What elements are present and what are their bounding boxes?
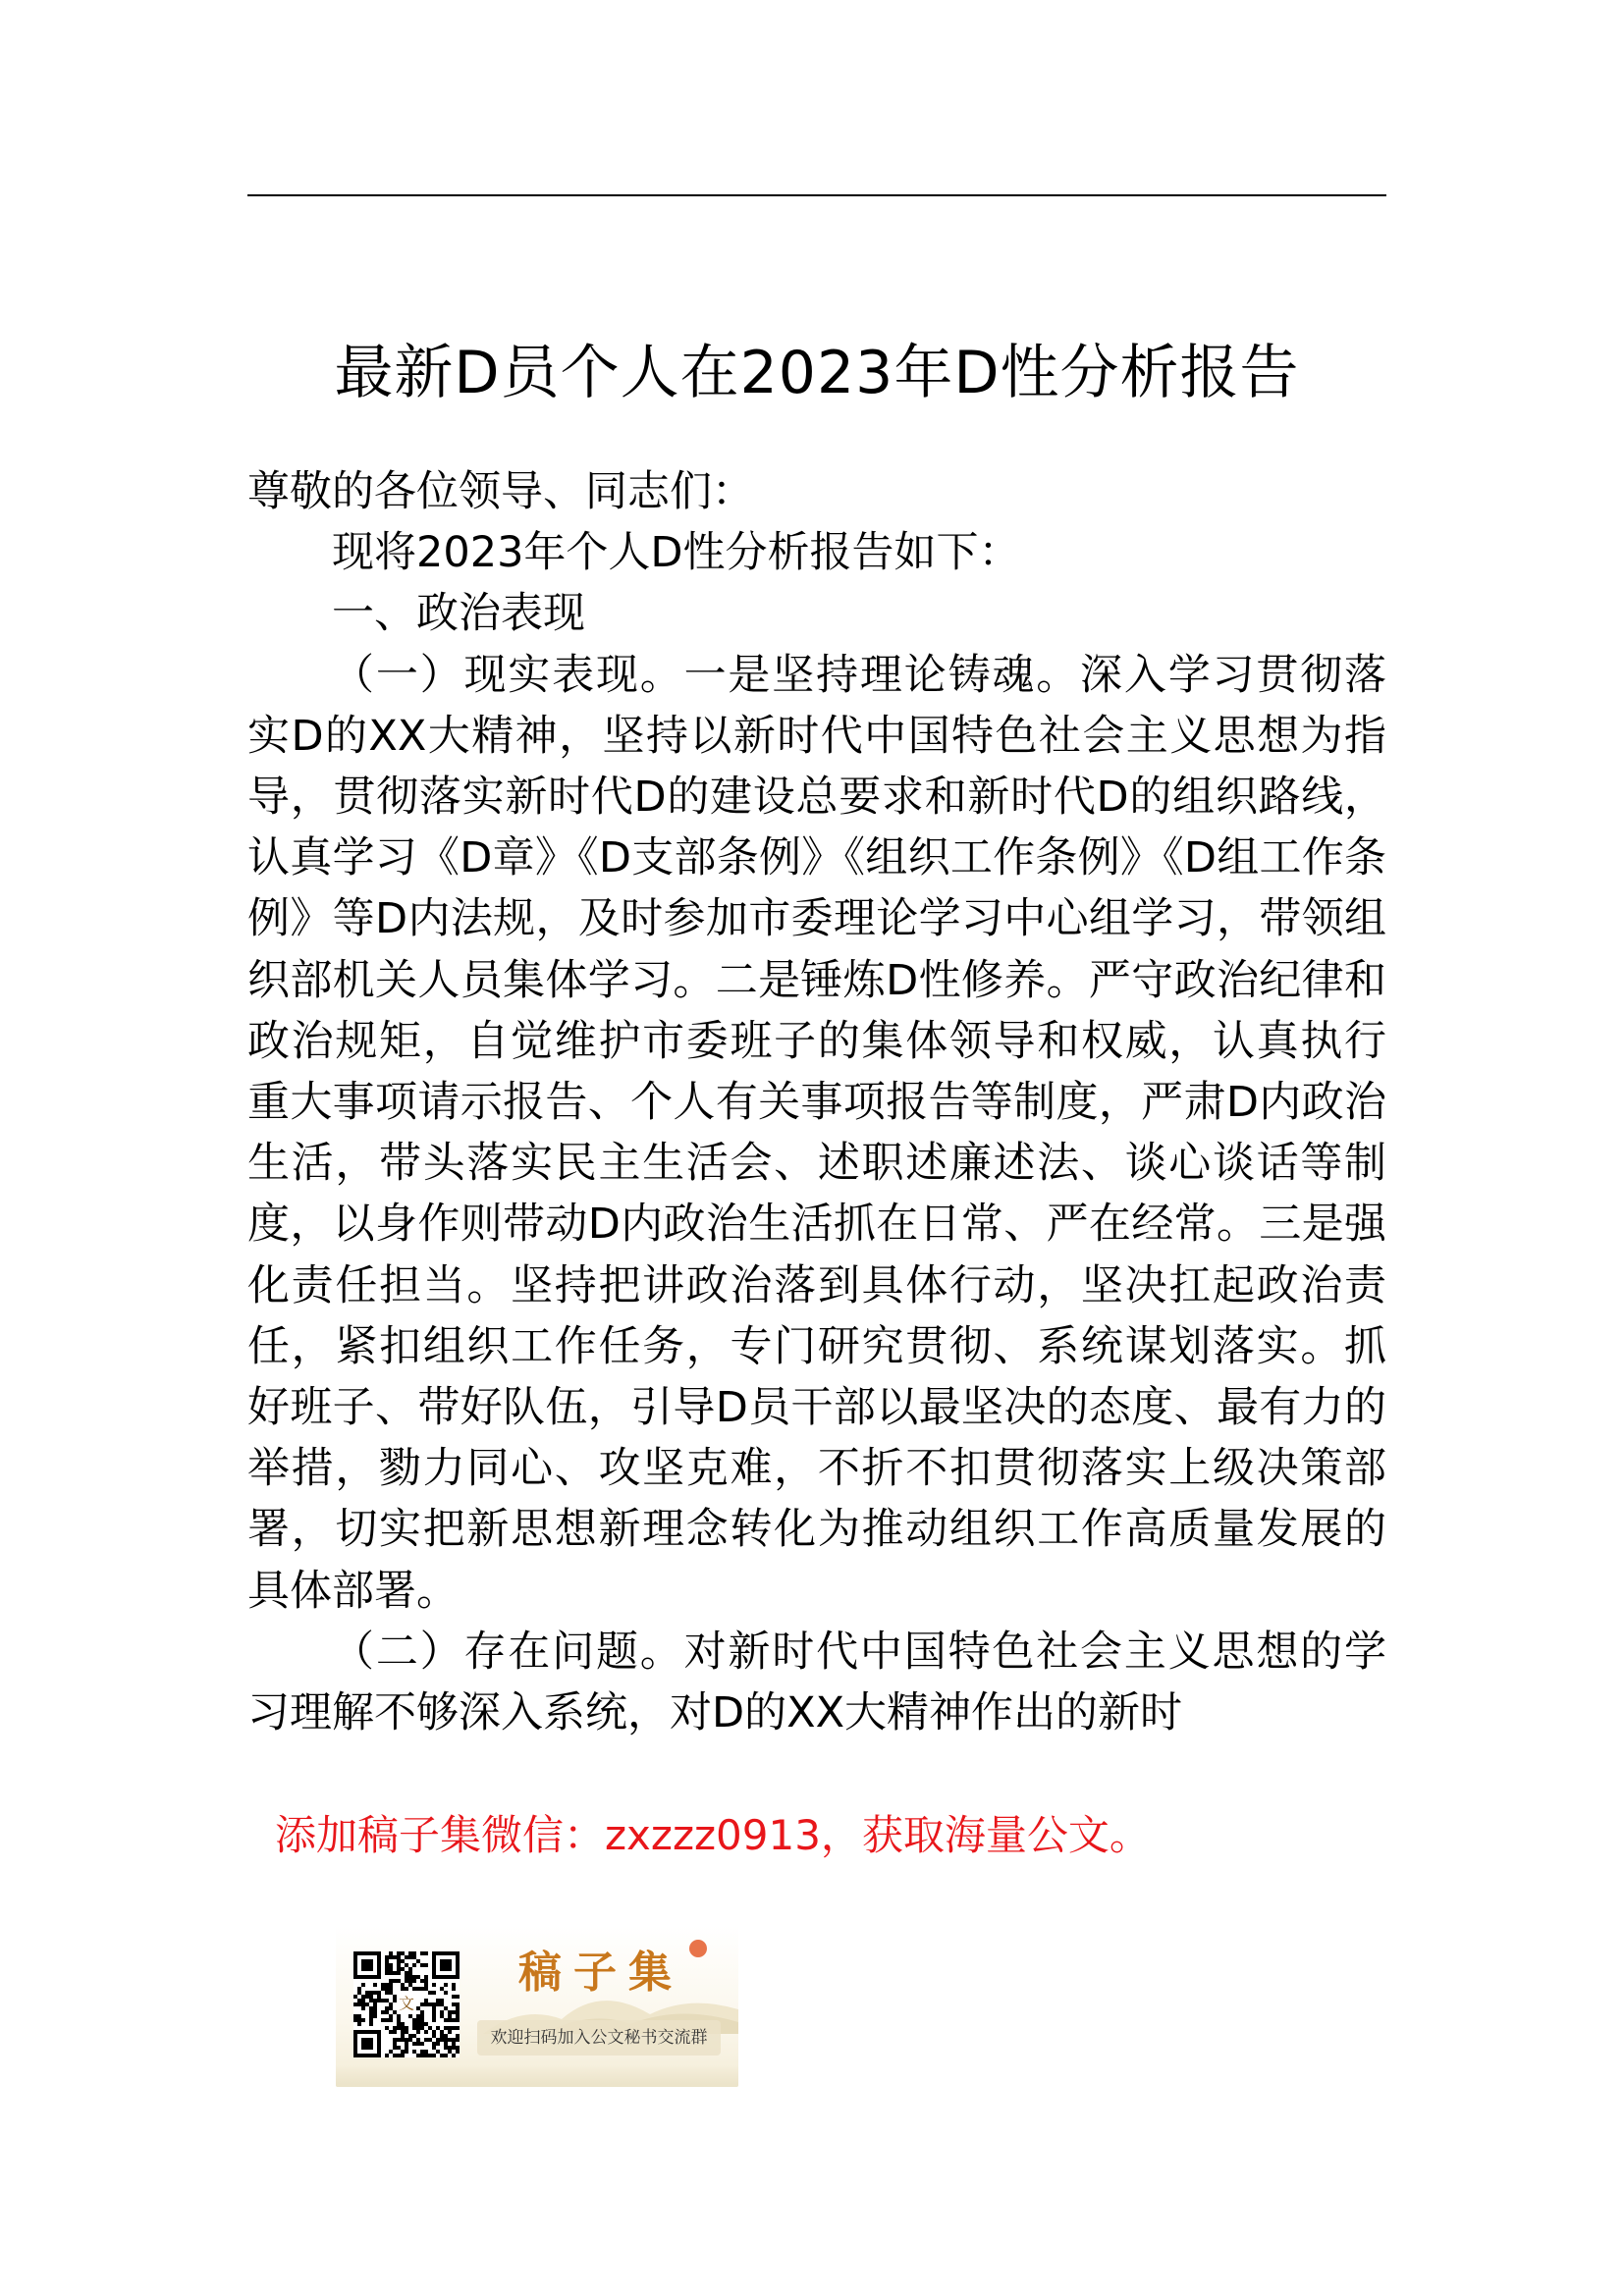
qr-module: [412, 1987, 416, 1991]
qr-module: [361, 2002, 365, 2006]
qr-module: [428, 2026, 432, 2030]
qr-module: [412, 1963, 416, 1967]
qr-module: [432, 2034, 436, 2038]
qr-module: [389, 2002, 393, 2006]
wechat-promo-text: 添加稿子集微信：zxzzz0913，获取海量公文。: [275, 1811, 1151, 1859]
qr-module: [397, 1955, 401, 1959]
qr-module: [405, 2038, 408, 2042]
section-heading: 一、政治表现: [332, 589, 585, 639]
qr-code-icon[interactable]: [353, 1951, 460, 2057]
qr-module: [416, 2014, 420, 2018]
qr-module: [432, 2054, 436, 2057]
qr-module: [424, 1975, 428, 1979]
qr-module: [416, 2022, 420, 2026]
qr-module: [373, 2010, 377, 2014]
qr-module: [436, 1999, 440, 2002]
qr-module: [393, 2042, 397, 2046]
qr-module: [381, 2010, 385, 2014]
qr-module: [405, 2030, 408, 2034]
intro-paragraph: 现将2023年个人D性分析报告如下：: [332, 528, 1021, 578]
qr-module: [420, 1979, 424, 1983]
qr-module: [420, 2010, 424, 2014]
qr-module: [389, 1967, 393, 1971]
banner-caption: 欢迎扫码加入公文秘书交流群: [477, 2020, 721, 2056]
qr-module: [381, 1987, 385, 1991]
qr-module: [393, 2038, 397, 2042]
qr-module: [416, 2006, 420, 2010]
qr-module: [397, 2038, 401, 2042]
qr-module: [416, 2026, 420, 2030]
qr-module: [444, 2026, 448, 2030]
qr-module: [456, 2050, 460, 2054]
qr-module: [440, 2054, 444, 2057]
qr-module: [389, 1987, 393, 1991]
qr-module: [452, 2042, 456, 2046]
qr-module: [440, 2034, 444, 2038]
qr-module: [424, 2054, 428, 2057]
qr-module: [408, 2038, 412, 2042]
qr-module: [361, 2006, 365, 2010]
qr-module: [353, 2018, 357, 2022]
qr-module: [385, 1971, 389, 1975]
qr-module: [444, 2006, 448, 2010]
qr-module: [416, 2054, 420, 2057]
salutation: 尊敬的各位领导、同志们：: [247, 467, 754, 516]
qr-module: [381, 1999, 385, 2002]
qr-code-graphic: [353, 1951, 460, 2057]
qr-module: [401, 2054, 405, 2057]
qr-module: [357, 2014, 361, 2018]
qr-module: [420, 2022, 424, 2026]
qr-module: [416, 1959, 420, 1963]
qr-module: [393, 2010, 397, 2014]
qr-module: [353, 2014, 357, 2018]
qr-module: [408, 2014, 412, 2018]
qr-module: [412, 1951, 416, 1955]
qr-module: [373, 2002, 377, 2006]
qr-module: [385, 2010, 389, 2014]
qr-module: [432, 1983, 436, 1987]
qr-module: [408, 1983, 412, 1987]
qr-module: [412, 1979, 416, 1983]
qr-module: [428, 2038, 432, 2042]
qr-module: [393, 2030, 397, 2034]
body-paragraph: （一）现实表现。一是坚持理论铸魂。深入学习贯彻落实D的XX大精神，坚持以新时代中国特色社会主义思想为指导，贯彻落实新时代D的建设总要求和新时代D的组织路线，认真学习《D章》《D支部条例》《组织工作条例》《D组工作条例》等D内法规，及时参加市委理论学习中心组学习，带领组织部机关人员集体学习。二是锤炼D性修养。严守政治纪律和政治规矩，自觉维护市委班子的集体领导和权威，认真执行重大事项请示报告、个人有关事项报告等制度，严肃D内政治生活，带头落实民主生活会、述职述廉述法、谈心谈话等制度，以身作则带动D内政治生活抓在日常、严在经常。三是强化责任担当。坚持把讲政治落到具体行动，坚决扛起政治责任，紧扣组织工作任务，专门研究贯彻、系统谋划落实。抓好班子、带好队伍，引导D员干部以最坚决的态度、最有力的举措，勠力同心、攻坚克难，不折不扣贯彻落实上级决策部署，切实把新思想新理念转化为推动组织工作高质量发展的具体部署。: [247, 650, 1386, 1616]
qr-module: [405, 1971, 408, 1975]
qr-module: [353, 2002, 357, 2006]
qr-module: [408, 1971, 412, 1975]
qr-module: [401, 1987, 405, 1991]
qr-module: [432, 2046, 436, 2050]
qr-module: [361, 1959, 373, 1971]
qr-module: [401, 2034, 405, 2038]
qr-module: [401, 1983, 405, 1987]
qr-module: [452, 2026, 456, 2030]
qr-module: [416, 2042, 420, 2046]
qr-module: [432, 2042, 436, 2046]
qr-module: [420, 1963, 424, 1967]
qr-module: [436, 2002, 440, 2006]
qr-module: [412, 1955, 416, 1959]
qr-module: [357, 2018, 361, 2022]
qr-module: [397, 2046, 401, 2050]
qr-module: [397, 1959, 401, 1963]
qr-module: [373, 1983, 377, 1987]
qr-module: [412, 2022, 416, 2026]
qr-module: [408, 1979, 412, 1983]
qr-module: [369, 2022, 373, 2026]
qr-module: [448, 2018, 452, 2022]
qr-module: [412, 2034, 416, 2038]
qr-module: [389, 2050, 393, 2054]
qr-module: [448, 2030, 452, 2034]
qr-module: [369, 2010, 373, 2014]
qr-module: [369, 1991, 373, 1995]
qr-module: [389, 1963, 393, 1967]
qr-module: [432, 2030, 436, 2034]
qr-module: [440, 2002, 444, 2006]
qr-module: [420, 2042, 424, 2046]
qr-module: [369, 2014, 373, 2018]
qr-module: [393, 2054, 397, 2057]
qr-module: [412, 2042, 416, 2046]
qr-module: [397, 2018, 401, 2022]
qr-module: [436, 2038, 440, 2042]
qr-module: [373, 2006, 377, 2010]
qr-module: [385, 1999, 389, 2002]
qr-module: [436, 2042, 440, 2046]
qr-module: [416, 1987, 420, 1991]
qr-module: [424, 1987, 428, 1991]
qr-module: [373, 1991, 377, 1995]
banner-footer-decoration: [336, 2065, 738, 2087]
qr-module: [357, 1987, 361, 1991]
qr-module: [420, 1951, 424, 1955]
qr-module: [456, 2046, 460, 2050]
qr-module: [456, 2010, 460, 2014]
qr-module: [456, 2014, 460, 2018]
header-rule: [247, 194, 1386, 196]
qr-module: [432, 2010, 436, 2014]
qr-module: [444, 1983, 448, 1987]
qr-module: [448, 2026, 452, 2030]
qr-module: [365, 1995, 369, 1999]
qr-module: [440, 2014, 444, 2018]
qr-module: [428, 2002, 432, 2006]
qr-module: [424, 2022, 428, 2026]
qr-module: [408, 1967, 412, 1971]
qr-module: [373, 1999, 377, 2002]
qr-module: [401, 1959, 405, 1963]
qr-module: [397, 2022, 401, 2026]
qr-module: [397, 1979, 401, 1983]
qr-module: [420, 2002, 424, 2006]
qr-module: [397, 1967, 401, 1971]
sun-decoration-icon: [689, 1940, 707, 1957]
qr-module: [393, 1979, 397, 1983]
qr-module: [444, 1991, 448, 1995]
qr-module: [440, 1999, 444, 2002]
qr-module: [397, 1971, 401, 1975]
qr-module: [389, 1971, 393, 1975]
qr-module: [365, 1991, 369, 1995]
qr-module: [397, 1951, 401, 1955]
qr-module: [452, 2038, 456, 2042]
qr-module: [440, 1987, 444, 1991]
qr-module: [405, 2050, 408, 2054]
qr-module: [408, 1975, 412, 1979]
qr-module: [361, 1999, 365, 2002]
qr-module: [385, 2018, 389, 2022]
qr-module: [456, 2034, 460, 2038]
qr-module: [401, 1967, 405, 1971]
qr-module: [456, 2026, 460, 2030]
qr-module: [385, 1991, 389, 1995]
qr-module: [452, 2002, 456, 2006]
qr-module: [385, 2026, 389, 2030]
qr-module: [452, 2010, 456, 2014]
qr-module: [412, 2026, 416, 2030]
qr-module: [401, 2026, 405, 2030]
qr-module: [397, 2054, 401, 2057]
qr-module: [424, 1951, 428, 1955]
qr-module: [389, 1983, 393, 1987]
qr-module: [432, 2018, 436, 2022]
qr-module: [381, 1983, 385, 1987]
qr-module: [432, 1991, 436, 1995]
qr-module: [381, 2018, 385, 2022]
qr-module: [444, 2034, 448, 2038]
qr-module: [405, 2026, 408, 2030]
qr-module: [420, 2054, 424, 2057]
qr-module: [440, 2010, 444, 2014]
qr-module: [369, 1995, 373, 1999]
qr-module: [405, 2046, 408, 2050]
qr-module: [444, 2042, 448, 2046]
document-body: [247, 461, 1386, 1743]
qr-module: [440, 2038, 444, 2042]
qr-module: [444, 2046, 448, 2050]
qr-module: [401, 2030, 405, 2034]
qr-module: [420, 2014, 424, 2018]
qr-module: [424, 1983, 428, 1987]
qr-module: [357, 1999, 361, 2002]
qr-module: [373, 2014, 377, 2018]
qr-module: [361, 1995, 365, 1999]
qr-module: [385, 2054, 389, 2057]
qr-module: [452, 2054, 456, 2057]
qr-module: [405, 1979, 408, 1983]
qr-module: [361, 1983, 365, 1987]
qr-module: [389, 1951, 393, 1955]
qr-module: [428, 1991, 432, 1995]
qr-module: [393, 1971, 397, 1975]
qr-module: [365, 2002, 369, 2006]
qr-module: [444, 2018, 448, 2022]
qr-module: [452, 2046, 456, 2050]
qr-module: [369, 2006, 373, 2010]
qr-module: [452, 2018, 456, 2022]
qr-module: [456, 2018, 460, 2022]
qr-module: [353, 1995, 357, 1999]
qr-module: [412, 2050, 416, 2054]
qr-module: [401, 2038, 405, 2042]
qr-module: [448, 2038, 452, 2042]
qr-module: [440, 2030, 444, 2034]
qr-module: [393, 1955, 397, 1959]
qr-module: [385, 1967, 389, 1971]
qr-module: [357, 1991, 361, 1995]
qr-module: [456, 2002, 460, 2006]
qr-module: [420, 2018, 424, 2022]
qr-module: [377, 1995, 381, 1999]
qr-module: [420, 2050, 424, 2054]
qr-module: [416, 2018, 420, 2022]
qr-module: [408, 1955, 412, 1959]
qr-module: [452, 1987, 456, 1991]
qr-module: [393, 1995, 397, 1999]
qr-module: [377, 1991, 381, 1995]
qr-module: [389, 1955, 393, 1959]
qr-module: [401, 1951, 405, 1955]
qr-module: [412, 2018, 416, 2022]
qr-module: [456, 2006, 460, 2010]
qr-module: [405, 2042, 408, 2046]
qr-module: [424, 2002, 428, 2006]
document-title: 最新D员个人在2023年D性分析报告: [334, 339, 1300, 408]
qr-module: [436, 2050, 440, 2054]
qr-module: [424, 2038, 428, 2042]
qr-module: [428, 2054, 432, 2057]
qr-module: [448, 2046, 452, 2050]
brand-name: 稿子集: [518, 1948, 683, 1998]
qr-module: [393, 2046, 397, 2050]
qr-module: [361, 2018, 365, 2022]
qr-module: [424, 1979, 428, 1983]
qr-module: [420, 2026, 424, 2030]
qr-module: [377, 1999, 381, 2002]
qr-module: [452, 1995, 456, 1999]
qr-module: [369, 2018, 373, 2022]
qr-center-label: 文: [398, 1994, 415, 2013]
qr-module: [385, 1983, 389, 1987]
qr-module: [393, 2026, 397, 2030]
qr-module: [448, 2014, 452, 2018]
qr-module: [424, 2030, 428, 2034]
qr-module: [452, 1983, 456, 1987]
qr-module: [436, 2026, 440, 2030]
qr-module: [385, 2006, 389, 2010]
qr-module: [444, 2054, 448, 2057]
qr-module: [389, 2030, 393, 2034]
qr-module: [408, 1951, 412, 1955]
qr-module: [397, 2026, 401, 2030]
qr-module: [440, 1959, 452, 1971]
qr-module: [424, 2050, 428, 2054]
qr-module: [416, 2038, 420, 2042]
qr-module: [389, 2006, 393, 2010]
qr-module: [357, 2002, 361, 2006]
qr-module: [424, 1999, 428, 2002]
qr-module: [385, 1963, 389, 1967]
qr-module: [401, 2050, 405, 2054]
qr-module: [432, 2002, 436, 2006]
qr-module: [389, 2014, 393, 2018]
qr-module: [412, 1975, 416, 1979]
qr-module: [456, 1995, 460, 1999]
qr-module: [416, 1975, 420, 1979]
qr-module: [357, 2022, 361, 2026]
qr-module: [405, 1963, 408, 1967]
qr-module: [448, 2050, 452, 2054]
qr-module: [405, 1955, 408, 1959]
qr-module: [456, 2038, 460, 2042]
qr-module: [369, 1999, 373, 2002]
body-paragraph: （二）存在问题。对新时代中国特色社会主义思想的学习理解不够深入系统，对D的XX大精神作出的新时: [247, 1627, 1386, 1738]
qr-module: [448, 2010, 452, 2014]
qr-module: [389, 1979, 393, 1983]
qr-module: [420, 1987, 424, 1991]
qr-module: [361, 2038, 373, 2050]
qr-module: [389, 1991, 393, 1995]
qr-module: [405, 1975, 408, 1979]
qr-module: [385, 1959, 389, 1963]
qr-module: [408, 2034, 412, 2038]
qr-module: [405, 1987, 408, 1991]
qr-module: [397, 2014, 401, 2018]
qr-module: [432, 2006, 436, 2010]
qr-module: [432, 2014, 436, 2018]
qr-module: [424, 1963, 428, 1967]
promo-banner[interactable]: [336, 1926, 738, 2087]
qr-module: [397, 1963, 401, 1967]
qr-module: [444, 2038, 448, 2042]
qr-module: [401, 2022, 405, 2026]
qr-module: [385, 1955, 389, 1959]
qr-module: [416, 2030, 420, 2034]
qr-module: [389, 2018, 393, 2022]
qr-module: [393, 1999, 397, 2002]
qr-module: [385, 1987, 389, 1991]
